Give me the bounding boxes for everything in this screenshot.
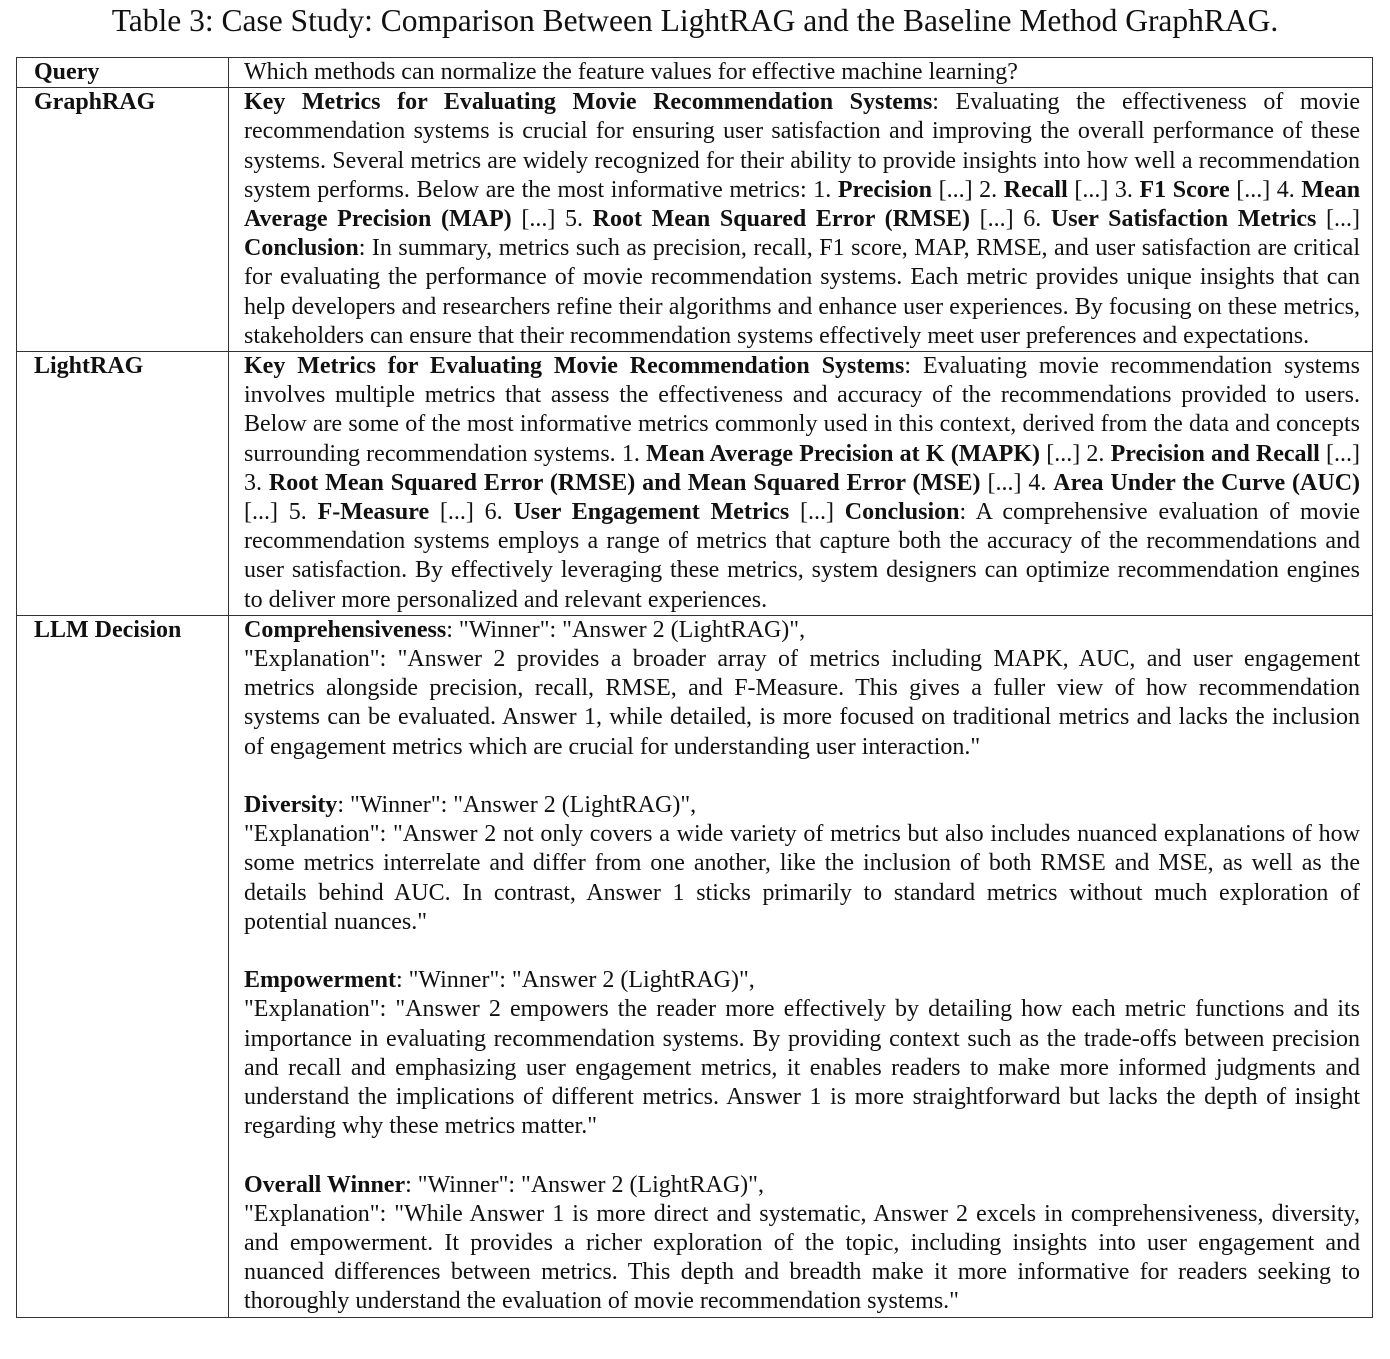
decision-item [244, 616, 1360, 645]
criterion-explanation: "Explanation": "Answer 2 provides a broader array of metrics including MAPK, AUC, and user engagement metrics alongside precision, recall, RMSE, and F-Measure. This gives a fuller view of how recommendation systems can be evaluated. Answer 1, while detailed, is more focused on traditional metrics and lacks the inclusion of engagement metrics which are crucial for understanding user interaction." [244, 646, 1360, 760]
table-row-lightrag [17, 352, 1373, 616]
paragraph-gap [244, 937, 1360, 966]
criterion-explanation: "Explanation": "Answer 2 empowers the reader more effectively by detailing how each metric functions and its importance in evaluating recommendation systems. By providing context such as the trade-offs between precision and recall and emphasizing user engagement metrics, it enables readers to make more informed judgments and understand the implications of different metrics. Answer 1 is more straightforward but lacks the depth of insight regarding why these metrics matter." [244, 996, 1360, 1140]
query-text: Which methods can normalize the feature values for effective machine learning? [229, 58, 1373, 88]
criterion-explanation: "Explanation": "Answer 2 not only covers a wide variety of metrics but also includes nuanced explanations of how some metrics interrelate and differ from one another, like the inclusion of both RMSE and MSE, as well as the details behind AUC. In contrast, Answer 1 sticks primarily to standard metrics without much exploration of potential nuances." [244, 821, 1360, 935]
criterion-name: Empowerment [244, 967, 396, 994]
lightrag-intro: : Evaluating movie recommendation systems involves multiple metrics that assess the effectiveness and accuracy of the recommendations provided to users. Below are some of the most informative metrics commonly used in this context, derived from the data and concepts surrounding recommendation systems. 1. [244, 353, 1360, 467]
graphrag-metric-5: Root Mean Squared Error (RMSE) [592, 206, 970, 233]
row-label-graphrag: GraphRAG [17, 88, 229, 352]
lightrag-sep-4: [...] 5. [244, 499, 318, 526]
graphrag-sep-5: [...] 6. [969, 206, 1051, 233]
graphrag-sep-1: [...] 2. [932, 176, 1004, 203]
lightrag-answer [229, 352, 1373, 616]
lightrag-sep-1: [...] 2. [1040, 440, 1111, 467]
criterion-explanation: "Explanation": "While Answer 1 is more direct and systematic, Answer 2 excels in comprehensiveness, diversity, and empowerment. It provides a richer exploration of the topic, including insights into user engagement and nuanced differences between metrics. This depth and breadth make it more informative for readers seeking to thoroughly understand the evaluation of movie recommendation systems." [244, 1200, 1360, 1315]
decision-item [244, 966, 1360, 995]
paragraph-gap [244, 1141, 1360, 1170]
llm-decision-content [229, 615, 1373, 1317]
table-caption: Table 3: Case Study: Comparison Between LightRAG and the Baseline Method GraphRAG. [111, 3, 1279, 38]
lightrag-metric-1: Mean Average Precision at K (MAPK) [646, 440, 1041, 467]
criterion-name: Overall Winner [244, 1171, 406, 1198]
graphrag-conclusion-label: Conclusion [244, 235, 359, 262]
graphrag-sep-6: [...] [1316, 206, 1361, 233]
criterion-winner: : "Winner": "Answer 2 (LightRAG)", [337, 792, 697, 819]
row-label-lightrag: LightRAG [17, 352, 229, 616]
lightrag-metric-2: Precision and Recall [1110, 440, 1320, 467]
lightrag-conclusion: : A comprehensive evaluation of movie recommendation systems employs a range of metrics that capture both the accuracy of the recommendations and user satisfaction. By effectively leveraging these metrics, system designers can optimize recommendation engines to deliver more personalized and relevant experiences. [244, 499, 1361, 613]
graphrag-metric-2: Recall [1003, 176, 1068, 203]
graphrag-sep-3: [...] 4. [1229, 176, 1302, 203]
graphrag-sep-2: [...] 3. [1067, 176, 1140, 203]
criterion-winner: : "Winner": "Answer 2 (LightRAG)", [395, 967, 755, 994]
lightrag-conclusion-label: Conclusion [844, 499, 960, 526]
graphrag-metric-1: Precision [837, 176, 933, 203]
graphrag-answer [229, 88, 1373, 352]
lightrag-metric-3: Root Mean Squared Error (RMSE) and Mean Squared Error (MSE) [268, 469, 981, 496]
graphrag-metric-3: F1 Score [1139, 176, 1230, 203]
table-row-query [17, 58, 1373, 88]
criterion-name: Diversity [244, 792, 338, 819]
case-study-table [16, 57, 1373, 1318]
criterion-name: Comprehensiveness [244, 616, 447, 643]
lightrag-sep-2: [...] 3. [244, 440, 1361, 496]
table-row-llm-decision [17, 615, 1373, 1317]
row-label-query: Query [17, 58, 229, 88]
lightrag-metric-6: User Engagement Metrics [513, 499, 790, 526]
graphrag-intro: : Evaluating the effectiveness of movie recommendation systems is crucial for ensuring user satisfaction and improving the overall performance of these systems. Several metrics are widely recognized for their ability to provide insights into how well a recommendation system performs. Below are the most informative metrics: 1. [244, 89, 1360, 203]
graphrag-metric-4: Mean Average Precision (MAP) [244, 176, 1361, 233]
table-row-graphrag [17, 88, 1373, 352]
decision-item [244, 791, 1360, 820]
lightrag-sep-3: [...] 4. [980, 469, 1054, 496]
criterion-winner: : "Winner": "Answer 2 (LightRAG)", [405, 1171, 764, 1198]
lightrag-metric-4: Area Under the Curve (AUC) [1053, 469, 1361, 496]
graphrag-conclusion: : In summary, metrics such as precision, recall, F1 score, MAP, RMSE, and user satisfaction are critical for evaluating the performance of movie recommendation systems. Each metric provides unique insights that can help developers and researchers refine their algorithms and enhance user experiences. By focusing on these metrics, stakeholders can ensure that their recommendation systems effectively meet user preferences and expectations. [244, 235, 1360, 349]
graphrag-title: Key Metrics for Evaluating Movie Recommendation Systems [244, 89, 933, 116]
paragraph-gap [244, 762, 1360, 791]
criterion-winner: : "Winner": "Answer 2 (LightRAG)", [446, 616, 806, 643]
decision-item [244, 1171, 1360, 1200]
lightrag-sep-6: [...] [789, 499, 845, 526]
row-label-llm-decision: LLM Decision [17, 615, 229, 1317]
lightrag-title: Key Metrics for Evaluating Movie Recommendation Systems [244, 353, 905, 380]
graphrag-sep-4: [...] 5. [511, 206, 593, 233]
lightrag-metric-5: F-Measure [317, 499, 430, 526]
lightrag-sep-5: [...] 6. [429, 499, 514, 526]
graphrag-metric-6: User Satisfaction Metrics [1050, 206, 1317, 233]
